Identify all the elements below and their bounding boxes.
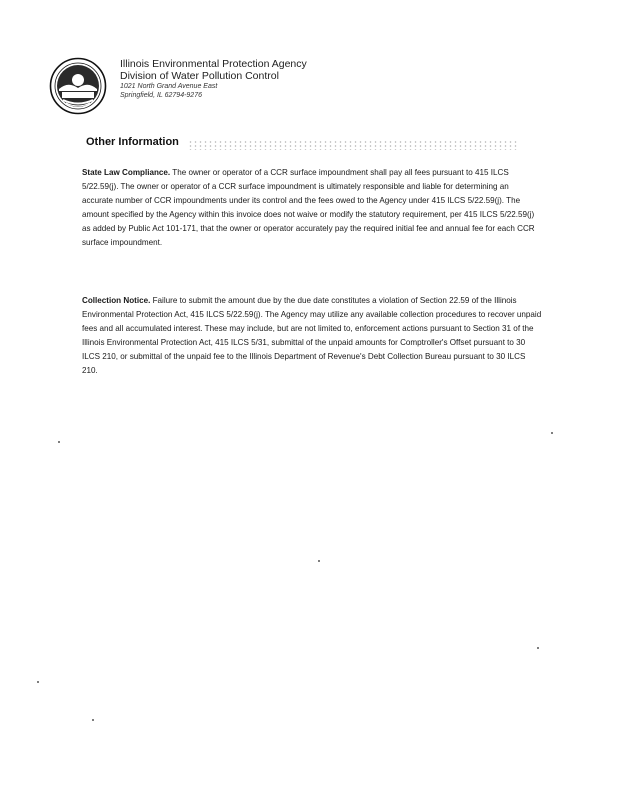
paragraph-text: Failure to submit the amount due by the due date constitutes a violation of Section 22.59 of the Illinois Environmental Protection Act, 415 ILCS 5/22.59(j). The Agency may utilize any available collection procedures to recover unpaid fees and all accumulated interest. These may include, but are not limited to, enforcement actions pursuant to Section 31 of the Illinois Environmental Protection Act, 415 ILCS 5/31, submittal of the unpaid amounts for Comptroller's Offset pursuant to 30 ILCS 210, or submittal of the unpaid fee to the Illinois Department of Revenue's Debt Collection Bureau pursuant to 30 ILCS 210. [82,296,542,375]
scan-noise-strip [188,140,518,150]
paragraph-text: The owner or operator of a CCR surface impoundment shall pay all fees pursuant to 415 ILCS 5/22.59(j). The owner or operator of a CCR surface impoundment is ultimately responsible and liable for determining an accurate number of CCR impoundments under its control and the fees owed to the Agency under 415 ILCS 5/22.59(j). The amount specified by the Agency within this invoice does not waive or modify the statutory requirement, per 415 ILCS 5/22.59(j) as added by Public Act 101-171, that the owner or operator accurately pay the required initial fee and annual fee for each CCR surface impoundment. [82,168,535,247]
scan-speck [537,647,539,649]
address-line-1: 1021 North Grand Avenue East [120,83,218,90]
scan-speck [58,441,60,443]
paragraph-lead: Collection Notice. [82,296,151,305]
address-line-2: Springfield, IL 62794-9276 [120,92,202,99]
section-title: Other Information [86,136,179,148]
agency-name: Illinois Environmental Protection Agency [120,58,307,70]
division-name: Division of Water Pollution Control [120,70,279,82]
agency-seal-logo [49,57,107,115]
scan-speck [551,432,553,434]
scan-speck [92,719,94,721]
collection-notice-paragraph [82,294,542,377]
state-law-compliance-paragraph [82,166,542,249]
scan-speck [318,560,320,562]
letterhead [120,58,420,100]
paragraph-lead: State Law Compliance. [82,168,171,177]
scan-speck [37,681,39,683]
